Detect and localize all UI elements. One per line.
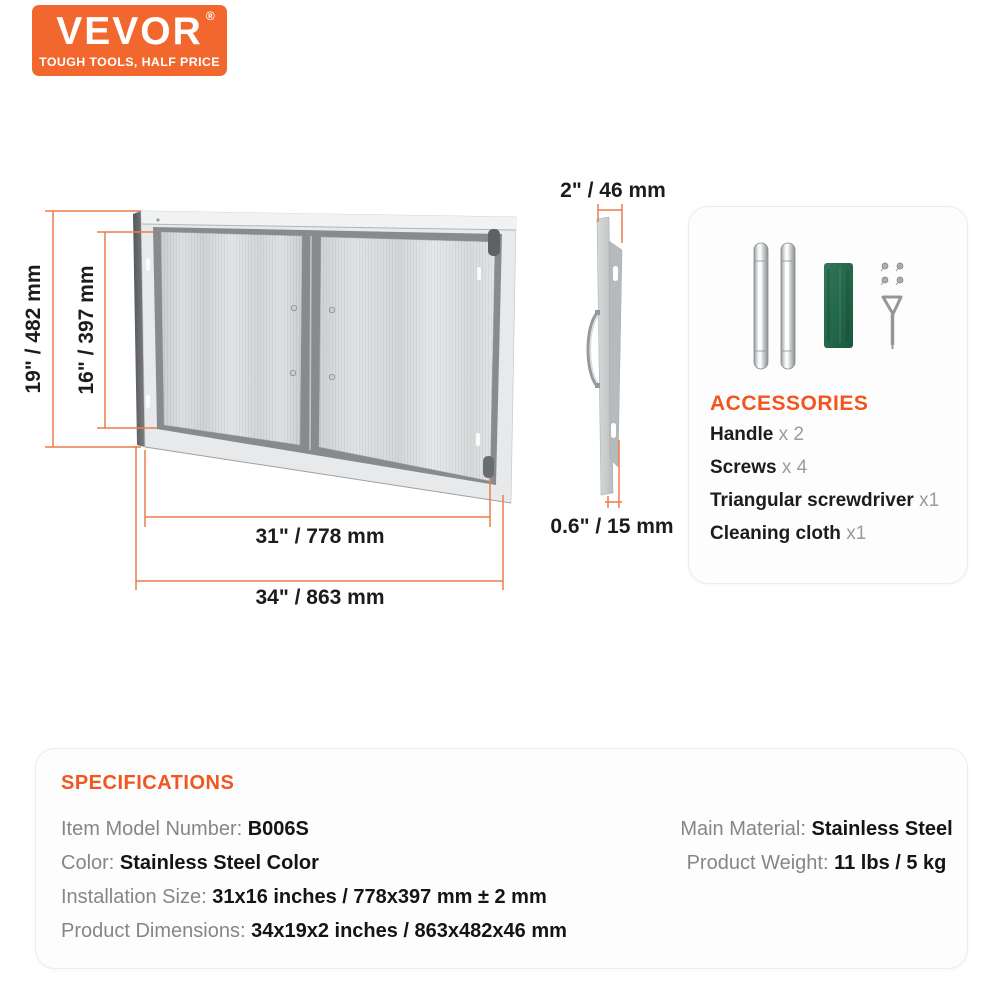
handle-icon: [781, 243, 795, 369]
accessories-title: ACCESSORIES: [710, 392, 869, 415]
accessory-qty: x1: [919, 490, 940, 511]
door-front-view: [133, 211, 516, 503]
dim-side-depth-label: 2" / 46 mm: [560, 179, 666, 202]
brand-name-text: VEVOR: [56, 10, 203, 53]
spec-label: Product Weight:: [686, 852, 829, 874]
accessories-list: [710, 418, 939, 550]
spec-row: [61, 812, 567, 846]
spec-row: [646, 812, 987, 846]
spec-row: [61, 846, 567, 880]
accessory-item: [710, 517, 939, 550]
registered-trademark-icon: ®: [205, 9, 217, 23]
spec-row: [646, 846, 987, 880]
accessories-card: [688, 206, 968, 584]
dim-outer-width-label: 34" / 863 mm: [255, 586, 385, 609]
spec-value: B006S: [247, 818, 309, 840]
specifications-left-column: [61, 812, 567, 948]
spec-row: [61, 880, 567, 914]
handle-icon: [754, 243, 768, 369]
specifications-card: [35, 748, 968, 969]
accessory-qty: x 4: [781, 457, 808, 478]
accessory-item: [710, 484, 939, 517]
spec-row: [61, 914, 567, 948]
spec-label: Item Model Number:: [61, 818, 243, 840]
accessory-name: Handle: [710, 424, 774, 445]
spec-value: 31x16 inches / 778x397 mm ± 2 mm: [212, 886, 547, 908]
spec-value: Stainless Steel Color: [119, 852, 319, 874]
dim-outer-height-label: 19" / 482 mm: [22, 264, 45, 394]
screwdriver-icon: [883, 297, 901, 349]
accessories-icons: [689, 207, 967, 387]
accessory-item: [710, 418, 939, 451]
spec-label: Installation Size:: [61, 886, 207, 908]
accessory-item: [710, 451, 939, 484]
brand-tagline: TOUGH TOOLS, HALF PRICE: [39, 55, 220, 69]
specifications-right-column: [646, 812, 987, 880]
accessory-name: Screws: [710, 457, 777, 478]
dim-side-thickness-label: 0.6" / 15 mm: [550, 515, 674, 538]
spec-value: Stainless Steel: [811, 818, 953, 840]
spec-label: Color:: [61, 852, 115, 874]
accessory-qty: x 2: [778, 424, 804, 445]
spec-label: Product Dimensions:: [61, 920, 246, 942]
screw-icon: [881, 263, 903, 285]
accessory-name: Triangular screwdriver: [710, 490, 914, 511]
dim-inner-width-label: 31" / 778 mm: [255, 525, 385, 548]
specifications-title: SPECIFICATIONS: [61, 772, 235, 794]
accessory-qty: x1: [846, 523, 867, 544]
door-side-view: [588, 217, 622, 495]
cleaning-cloth-icon: [824, 263, 853, 348]
accessory-name: Cleaning cloth: [710, 523, 841, 544]
spec-value: 34x19x2 inches / 863x482x46 mm: [251, 920, 567, 942]
dim-inner-height-label: 16" / 397 mm: [75, 265, 98, 395]
spec-value: 11 lbs / 5 kg: [834, 852, 947, 874]
spec-label: Main Material:: [680, 818, 806, 840]
